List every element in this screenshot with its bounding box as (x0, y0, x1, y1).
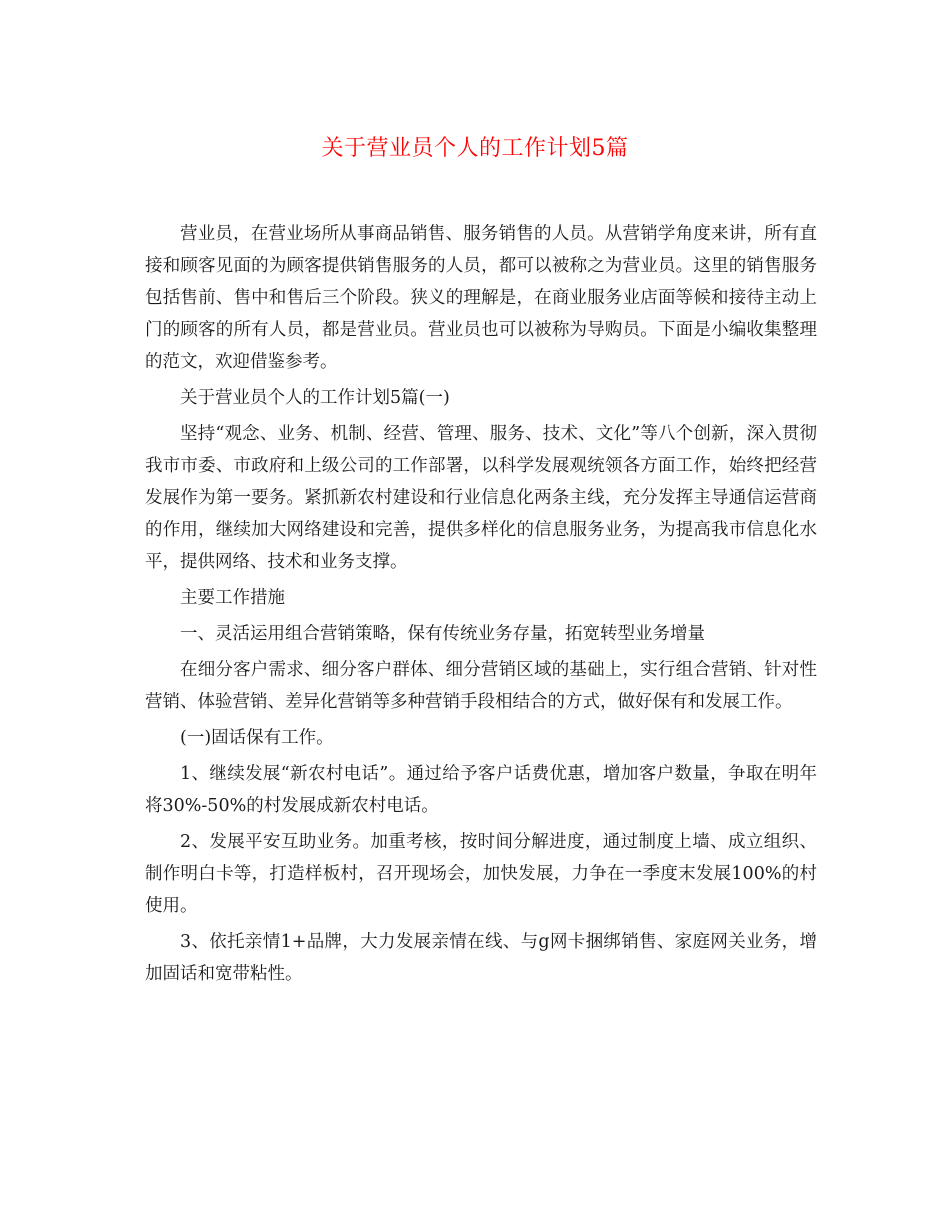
section-heading-1: 关于营业员个人的工作计划5篇(一) (180, 388, 450, 408)
measure-1-paragraph: 在细分客户需求、细分客户群体、细分营销区域的基础上，实行组合营销、针对性营销、体验营销、差异化营销等多种营销手段相结合的方式，做好保有和发展工作。 (145, 660, 817, 712)
list-item-1: 1、继续发展“新农村电话”。通过给予客户话费优惠，增加客户数量，争取在明年将30%-50%的村发展成新农村电话。 (145, 764, 817, 816)
measures-heading: 主要工作措施 (180, 588, 285, 608)
principle-paragraph: 坚持“观念、业务、机制、经营、管理、服务、技术、文化”等八个创新，深入贯彻我市市委、市政府和上级公司的工作部署，以科学发展观统领各方面工作，始终把经营发展作为第一要务。紧抓新农村建设和行业信息化两条主线，充分发挥主导通信运营商的作用，继续加大网络建设和完善，提供多样化的信息服务业务，为提高我市信息化水平，提供网络、技术和业务支撑。 (145, 424, 817, 572)
document-body (145, 218, 817, 994)
document-title: 关于营业员个人的工作计划5篇 (321, 136, 629, 161)
subsection-heading: (一)固话保有工作。 (180, 728, 334, 748)
list-item-3: 3、依托亲情1+品牌，大力发展亲情在线、与g网卡捆绑销售、家庭网关业务，增加固话和宽带粘性。 (145, 932, 817, 984)
measure-1-heading: 一、灵活运用组合营销策略，保有传统业务存量，拓宽转型业务增量 (180, 624, 705, 644)
list-item-2: 2、发展平安互助业务。加重考核，按时间分解进度，通过制度上墙、成立组织、制作明白卡等，打造样板村，召开现场会，加快发展，力争在一季度末发展100%的村使用。 (145, 832, 817, 916)
intro-paragraph: 营业员，在营业场所从事商品销售、服务销售的人员。从营销学角度来讲，所有直接和顾客见面的为顾客提供销售服务的人员，都可以被称之为营业员。这里的销售服务包括售前、售中和售后三个阶段。狭义的理解是，在商业服务业店面等候和接待主动上门的顾客的所有人员，都是营业员。营业员也可以被称为导购员。下面是小编收集整理的范文，欢迎借鉴参考。 (145, 224, 817, 372)
